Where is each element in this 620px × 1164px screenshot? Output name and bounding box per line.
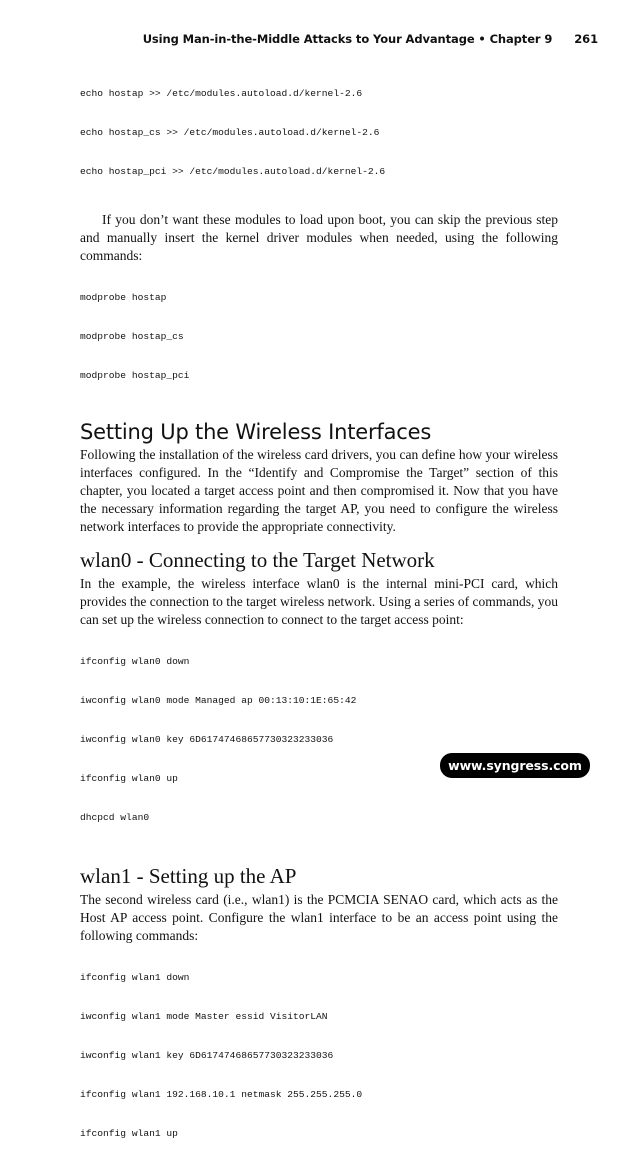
code-line: iwconfig wlan1 key 6D61747468657730323233036 [80,1050,334,1061]
code-line: iwconfig wlan0 key 6D61747468657730323233036 [80,734,334,745]
running-title: Using Man-in-the-Middle Attacks to Your Advantage • Chapter 9 [142,32,553,46]
section-heading: Setting Up the Wireless Interfaces [80,420,432,444]
publisher-website-badge: www.syngress.com [440,753,590,778]
code-line: ifconfig wlan1 up [80,1128,178,1139]
code-line: echo hostap_cs >> /etc/modules.autoload.d/kernel-2.6 [80,127,380,138]
paragraph-wireless-interfaces: Following the installation of the wireless card drivers, you can define how your wireless interfaces configured. In the “Identify and Compromise the Target” section of this chapter, you located a target access point and then compromised it. Now that you have the necessary information regarding the target AP, you need to configure the wireless network interfaces to provide the appropriate connectivity. [80,447,558,534]
code-block-wlan0 [80,631,558,848]
code-line: modprobe hostap [80,292,167,303]
code-line: ifconfig wlan1 192.168.10.1 netmask 255.255.255.0 [80,1089,363,1100]
code-block-wlan1 [80,947,558,1164]
code-line: echo hostap_pci >> /etc/modules.autoload.d/kernel-2.6 [80,166,386,177]
code-line: ifconfig wlan1 down [80,972,190,983]
code-line: dhcpcd wlan0 [80,812,150,823]
code-line: echo hostap >> /etc/modules.autoload.d/kernel-2.6 [80,88,363,99]
subsection-heading-wlan0: wlan0 - Connecting to the Target Network [80,548,435,572]
code-line: modprobe hostap_cs [80,331,184,342]
code-line: iwconfig wlan1 mode Master essid VisitorLAN [80,1011,328,1022]
code-line: ifconfig wlan0 up [80,773,178,784]
code-line: ifconfig wlan0 down [80,656,190,667]
subsection-heading-wlan1: wlan1 - Setting up the AP [80,864,297,888]
paragraph-wlan1: The second wireless card (i.e., wlan1) is the PCMCIA SENAO card, which acts as the Host AP access point. Configure the wlan1 interface to be an access point using the following commands: [80,892,558,943]
code-block-modprobe [80,267,558,406]
code-line: iwconfig wlan0 mode Managed ap 00:13:10:1E:65:42 [80,695,357,706]
code-line: modprobe hostap_pci [80,370,190,381]
paragraph-skip-modules: If you don’t want these modules to load upon boot, you can skip the previous step and manually insert the kernel driver modules when needed, using the following commands: [80,212,558,263]
running-header [80,32,598,46]
code-block-modules-autoload [80,63,558,202]
paragraph-wlan0: In the example, the wireless interface wlan0 is the internal mini-PCI card, which provides the connection to the target wireless network. Using a series of commands, you can set up the wireless connection to connect to the target access point: [80,576,558,627]
page-number: 261 [574,32,598,46]
page-content [80,63,558,1164]
